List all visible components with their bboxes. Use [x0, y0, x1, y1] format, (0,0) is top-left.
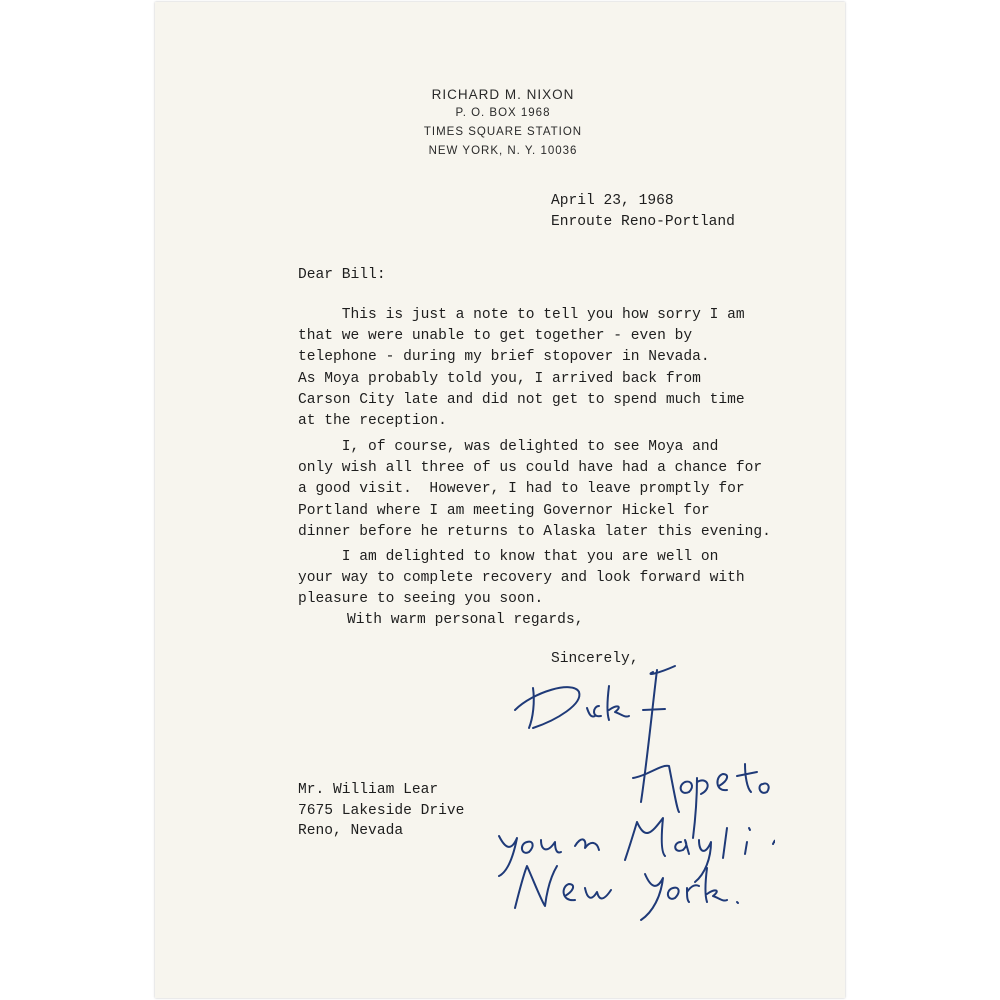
paragraph-line: Carson City late and did not get to spend much time: [298, 391, 745, 408]
paragraph-line: dinner before he returns to Alaska later this evening.: [298, 523, 771, 540]
paragraph-1: [298, 305, 768, 432]
recipient-name: Mr. William Lear: [298, 782, 439, 798]
salutation: Dear Bill:: [298, 267, 386, 283]
sign-off: Sincerely,: [551, 651, 639, 667]
letter-date: April 23, 1968: [551, 193, 674, 209]
paragraph-line: only wish all three of us could have had a chance for: [298, 460, 763, 477]
letterhead-city: NEW YORK, N. Y. 10036: [428, 145, 578, 157]
letterhead-station: TIMES SQUARE STATION: [423, 126, 583, 138]
recipient-address: [298, 780, 464, 842]
closing-line: With warm personal regards,: [347, 612, 584, 628]
letterhead-name: RICHARD M. NIXON: [431, 87, 575, 102]
letter-paper: [155, 2, 845, 998]
paragraph-line: that we were unable to get together - even by: [298, 328, 693, 345]
paragraph-line: a good visit. However, I had to leave promptly for: [298, 481, 745, 498]
handwritten-signature: [475, 662, 775, 922]
paragraph-3: [298, 547, 768, 611]
letterhead-box: P. O. BOX 1968: [455, 107, 551, 119]
recipient-city: Reno, Nevada: [298, 823, 404, 839]
paragraph-2: [298, 437, 771, 543]
letterhead: [413, 85, 593, 161]
paragraph-line: I am delighted to know that you are well on: [298, 549, 719, 565]
paragraph-line: your way to complete recovery and look forward with: [298, 570, 745, 587]
paragraph-line: telephone - during my brief stopover in Nevada.: [298, 349, 710, 366]
paragraph-line: As Moya probably told you, I arrived back from: [298, 370, 701, 387]
paragraph-line: at the reception.: [298, 413, 447, 430]
recipient-street: 7675 Lakeside Drive: [298, 802, 465, 819]
paragraph-line: This is just a note to tell you how sorry I am: [298, 307, 745, 323]
paragraph-line: Portland where I am meeting Governor Hickel for: [298, 502, 710, 519]
letter-location: Enroute Reno-Portland: [551, 214, 735, 230]
paragraph-line: pleasure to seeing you soon.: [298, 591, 544, 608]
paragraph-line: I, of course, was delighted to see Moya and: [298, 439, 719, 455]
date-block: [551, 191, 735, 233]
